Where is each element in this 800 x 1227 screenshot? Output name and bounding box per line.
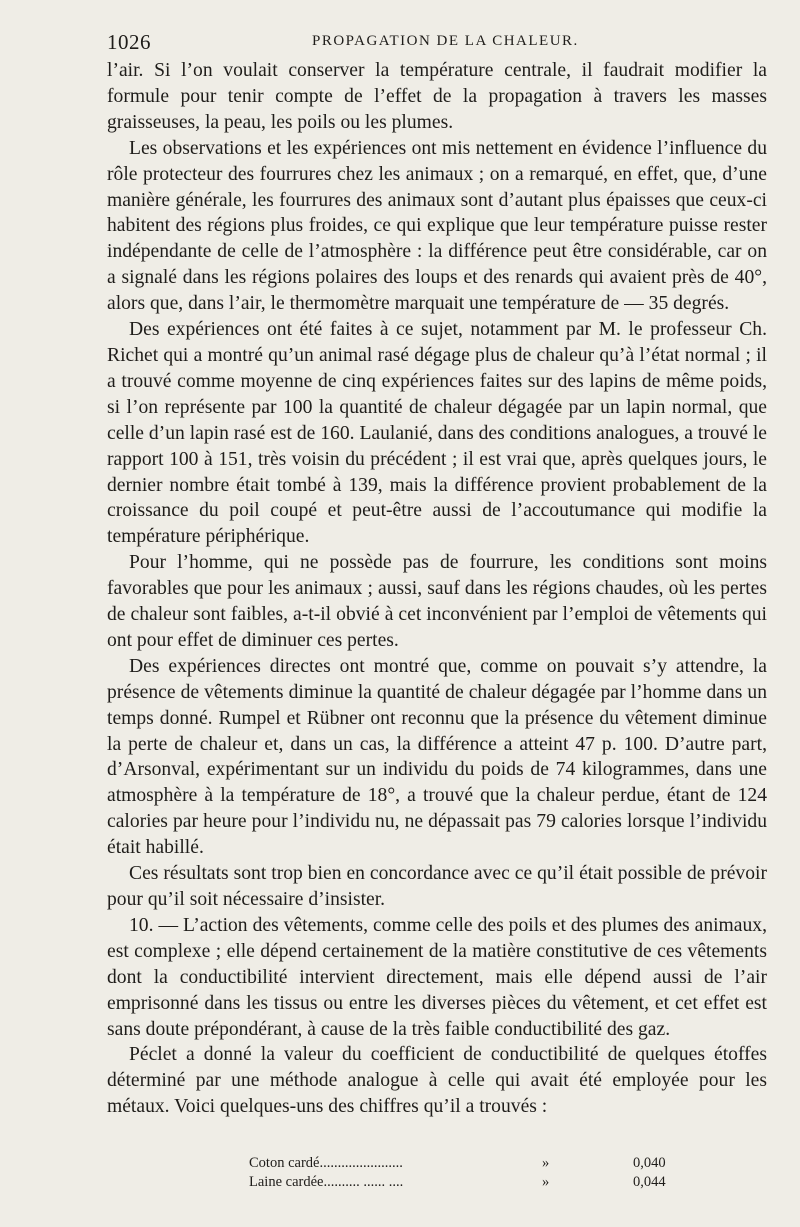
paragraph-section-10: 10. — L’action des vêtements, comme celle des poils et des plumes des animaux, est complexe ; elle dépend certainement de la matière constitutive de ces vêtements dont la conductibilité intervient directement, mais elle dépend aussi de l’air emprisonné dans les tissus ou entre les diverses pièces du vêtement, et cet effet est sans doute prépondérant, à cause de la très faible conductibilité des gaz. bbox=[107, 914, 767, 1040]
body-text bbox=[107, 58, 767, 1120]
table-row-value: 0,040 bbox=[633, 1155, 666, 1171]
paragraph: Pour l’homme, qui ne possède pas de fourrure, les conditions sont moins favorables que pour les animaux ; aussi, sauf dans les régions chaudes, où les pertes de chaleur sont faibles, a-t-il obvié à cet inconvénient par l’emploi de vêtements qui ont pour effet de diminuer ces pertes. bbox=[107, 552, 767, 651]
table-row-separator: » bbox=[542, 1174, 550, 1190]
paragraph: l’air. Si l’on voulait conserver la température centrale, il faudrait modifier la formule pour tenir compte de l’effet de la propagation à travers les masses graisseuses, la peau, les poils ou les plumes. bbox=[107, 60, 767, 133]
page-number: 1026 bbox=[107, 30, 151, 54]
table-row bbox=[107, 1173, 687, 1192]
table-row-label: Laine cardée.......... ...... .... bbox=[249, 1174, 404, 1190]
page-header bbox=[107, 30, 760, 58]
table-row bbox=[107, 1154, 687, 1173]
table-row-label: Coton cardé....................... bbox=[249, 1155, 403, 1171]
conductivity-table bbox=[107, 1154, 687, 1192]
table-row-separator: » bbox=[542, 1155, 550, 1171]
paragraph: Des expériences ont été faites à ce sujet, notamment par M. le professeur Ch. Richet qui a montré qu’un animal rasé dégage plus de chaleur qu’à l’état normal ; il a trouvé comme moyenne de cinq expériences faites sur des lapins de même poids, si l’on représente par 100 la quantité de chaleur dégagée par un lapin normal, que celle d’un lapin rasé est de 160. Laulanié, dans des conditions analogues, a trouvé le rapport 100 à 151, très voisin du précédent ; il est vrai que, après quelques jours, le dernier nombre était tombé à 139, mais la différence provient probablement de la croissance du poil coupé et peut-être aussi de l’accoutumance qui modifie la température périphérique. bbox=[107, 319, 767, 548]
paragraph: Les observations et les expériences ont mis nettement en évidence l’influence du rôle protecteur des fourrures chez les animaux ; on a remarqué, en effet, que, d’une manière générale, les fourrures des animaux sont d’autant plus épaisses que ceux-ci habitent des régions plus froides, ce qui explique que leur température puisse rester indépendante de celle de l’atmosphère : la différence peut être considérable, car on a signalé dans les régions polaires des loups et des renards qui avaient près de 40°, alors que, dans l’air, le thermomètre marquait une température de — 35 degrés. bbox=[107, 137, 767, 315]
table-row-value: 0,044 bbox=[633, 1174, 666, 1190]
running-title: PROPAGATION DE LA CHALEUR. bbox=[312, 33, 579, 49]
paragraph: Ces résultats sont trop bien en concordance avec ce qu’il était possible de prévoir pour qu’il soit nécessaire d’insister. bbox=[107, 863, 767, 910]
paragraph: Des expériences directes ont montré que, comme on pouvait s’y attendre, la présence de vêtements diminue la quantité de chaleur dégagée par l’homme dans un temps donné. Rumpel et Rübner ont reconnu que la présence du vêtement diminue la perte de chaleur et, dans un cas, la différence a atteint 47 p. 100. D’autre part, d’Arsonval, expérimentant sur un individu du poids de 74 kilogrammes, dans une atmosphère à la température de 18°, a trouvé que la chaleur perdue, étant de 124 calories par heure pour l’individu nu, ne dépassait pas 79 calories lorsque l’individu était habillé. bbox=[107, 655, 767, 859]
paragraph: Péclet a donné la valeur du coefficient de conductibilité de quelques étoffes déterminé par une méthode analogue à celle qui avait été employée pour les métaux. Voici quelques-uns des chiffres qu’il a trouvés : bbox=[107, 1044, 767, 1118]
